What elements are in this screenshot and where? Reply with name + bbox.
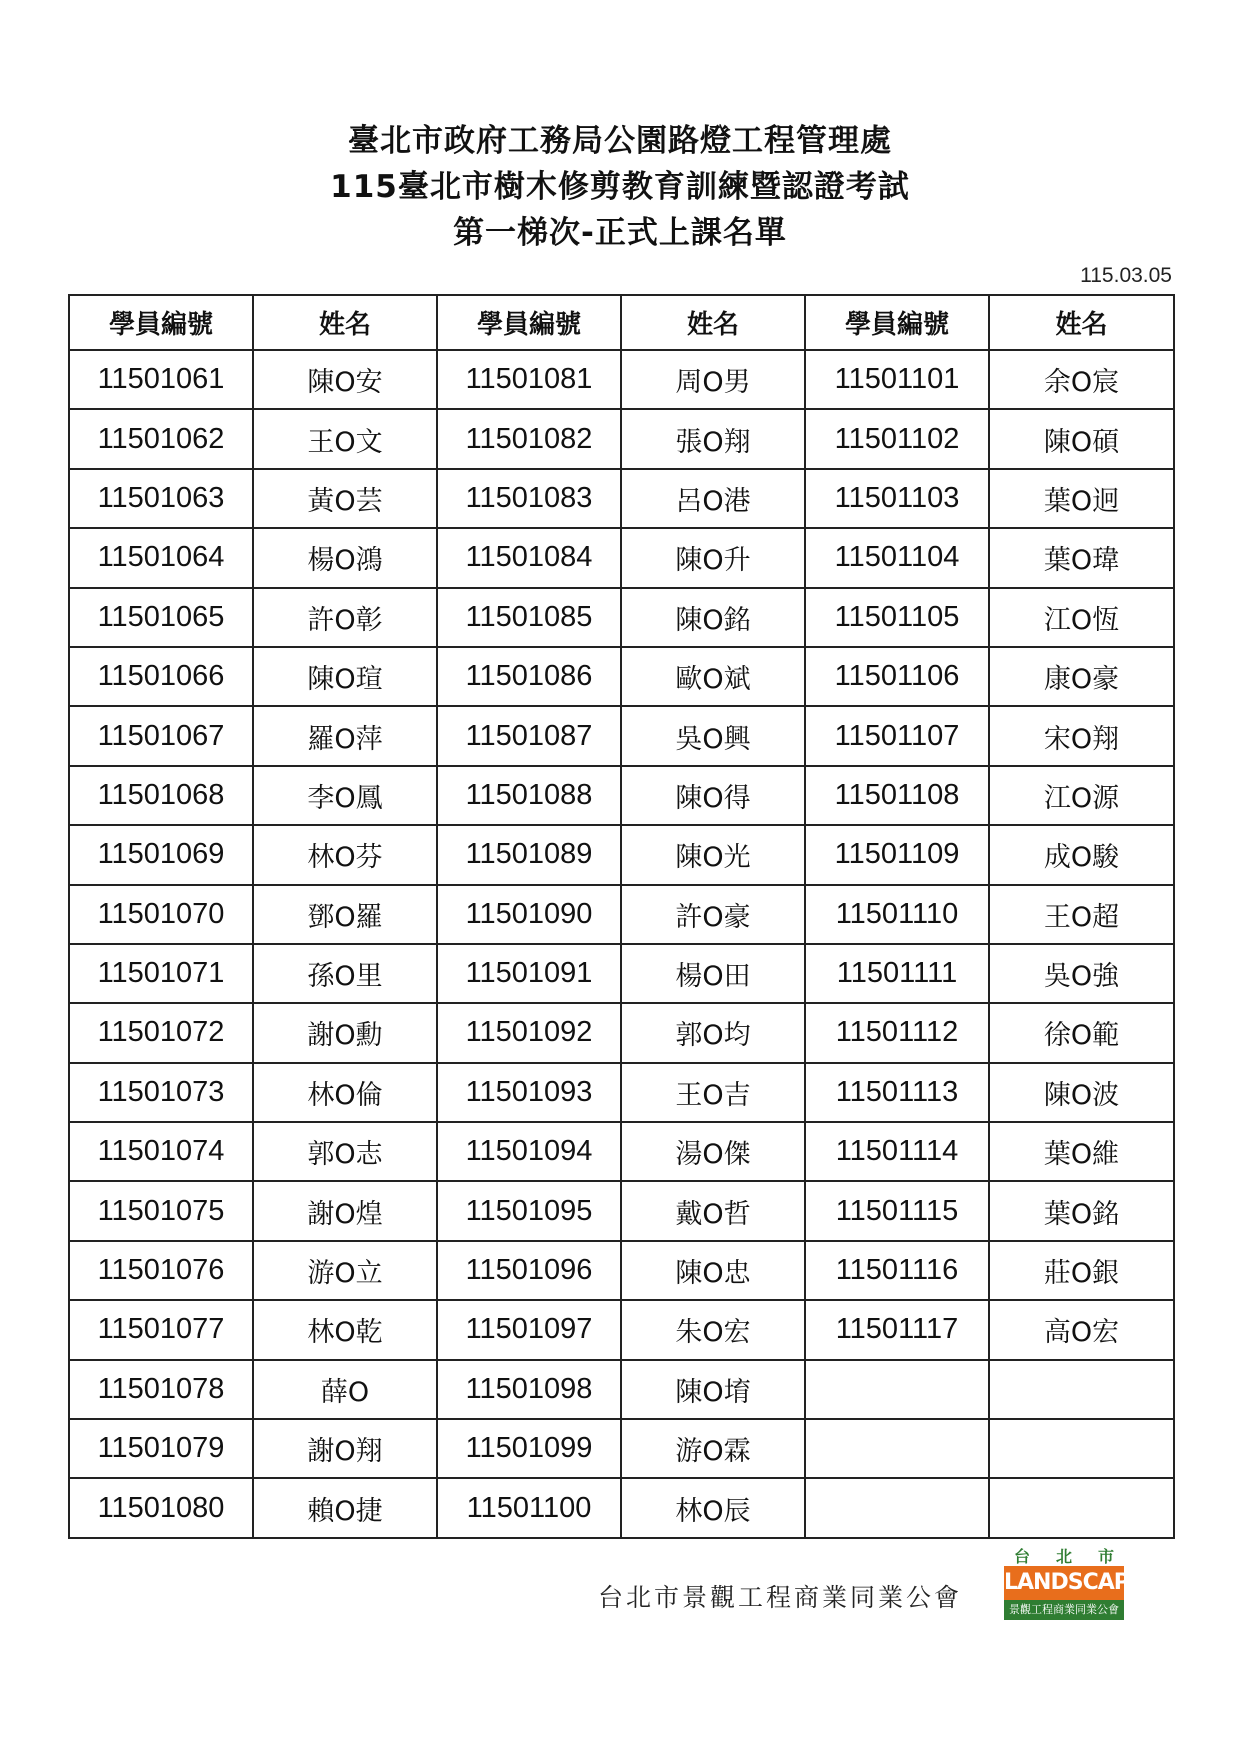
student-name-cell: 楊O田 — [621, 944, 805, 1003]
student-id-cell: 11501062 — [69, 409, 253, 468]
student-id-cell: 11501075 — [69, 1181, 253, 1240]
table-row — [69, 588, 1174, 647]
association-name: 台北市景觀工程商業同業公會 — [598, 1583, 963, 1612]
logo-char: 北 — [1055, 1547, 1072, 1566]
table-row — [69, 528, 1174, 587]
table-row — [69, 944, 1174, 1003]
table-row — [69, 469, 1174, 528]
table-row — [69, 1241, 1174, 1300]
student-name-cell: 林O芬 — [253, 825, 437, 884]
student-name-cell: 郭O志 — [253, 1122, 437, 1181]
student-name-cell: 王O吉 — [621, 1063, 805, 1122]
student-id-cell: 11501097 — [437, 1300, 621, 1359]
student-id-cell: 11501085 — [437, 588, 621, 647]
logo-top-text — [1004, 1548, 1124, 1566]
table-row — [69, 350, 1174, 409]
student-name-cell: 余O宸 — [989, 350, 1174, 409]
student-name-cell: 康O豪 — [989, 647, 1174, 706]
header-name: 姓名 — [621, 295, 805, 350]
document-title — [0, 118, 1240, 256]
student-name-cell: 陳O光 — [621, 825, 805, 884]
student-name-cell: 謝O煌 — [253, 1181, 437, 1240]
student-id-cell: 11501091 — [437, 944, 621, 1003]
student-id-cell: 11501076 — [69, 1241, 253, 1300]
logo-bottom-text: 景觀工程商業同業公會 — [1004, 1600, 1124, 1620]
student-id-cell: 11501114 — [805, 1122, 989, 1181]
table-row — [69, 1003, 1174, 1062]
student-name-cell: 鄧O羅 — [253, 885, 437, 944]
student-name-cell: 薛O — [253, 1360, 437, 1419]
student-id-cell: 11501078 — [69, 1360, 253, 1419]
student-id-cell: 11501111 — [805, 944, 989, 1003]
student-name-cell: 葉O維 — [989, 1122, 1174, 1181]
logo-char: 台 — [1014, 1547, 1031, 1566]
student-name-cell — [989, 1478, 1174, 1537]
student-id-cell: 11501107 — [805, 706, 989, 765]
student-name-cell: 王O文 — [253, 409, 437, 468]
table-row — [69, 1419, 1174, 1478]
student-id-cell: 11501105 — [805, 588, 989, 647]
student-id-cell: 11501098 — [437, 1360, 621, 1419]
student-name-cell: 成O駿 — [989, 825, 1174, 884]
student-name-cell: 游O霖 — [621, 1419, 805, 1478]
student-name-cell: 許O豪 — [621, 885, 805, 944]
title-line-3: 第一梯次-正式上課名單 — [453, 215, 787, 251]
student-id-cell: 11501068 — [69, 766, 253, 825]
student-name-cell: 陳O碩 — [989, 409, 1174, 468]
logo-char: 市 — [1097, 1547, 1114, 1566]
student-id-cell: 11501066 — [69, 647, 253, 706]
student-id-cell — [805, 1360, 989, 1419]
student-name-cell: 林O倫 — [253, 1063, 437, 1122]
student-id-cell: 11501086 — [437, 647, 621, 706]
header-student-id: 學員編號 — [805, 295, 989, 350]
student-name-cell: 吳O強 — [989, 944, 1174, 1003]
student-id-cell: 11501092 — [437, 1003, 621, 1062]
student-id-cell: 11501080 — [69, 1478, 253, 1537]
student-name-cell: 王O超 — [989, 885, 1174, 944]
student-id-cell: 11501104 — [805, 528, 989, 587]
student-id-cell: 11501109 — [805, 825, 989, 884]
student-name-cell: 葉O瑋 — [989, 528, 1174, 587]
student-id-cell: 11501093 — [437, 1063, 621, 1122]
table-row — [69, 1478, 1174, 1537]
table-row — [69, 706, 1174, 765]
student-name-cell: 徐O範 — [989, 1003, 1174, 1062]
student-id-cell: 11501112 — [805, 1003, 989, 1062]
student-name-cell: 楊O鴻 — [253, 528, 437, 587]
student-id-cell: 11501102 — [805, 409, 989, 468]
table-row — [69, 409, 1174, 468]
student-id-cell: 11501081 — [437, 350, 621, 409]
student-id-cell: 11501082 — [437, 409, 621, 468]
student-id-cell: 11501087 — [437, 706, 621, 765]
student-id-cell: 11501070 — [69, 885, 253, 944]
student-name-cell: 宋O翔 — [989, 706, 1174, 765]
table-row — [69, 885, 1174, 944]
student-id-cell: 11501090 — [437, 885, 621, 944]
student-name-cell: 陳O升 — [621, 528, 805, 587]
student-id-cell: 11501096 — [437, 1241, 621, 1300]
student-id-cell: 11501095 — [437, 1181, 621, 1240]
table-row — [69, 1300, 1174, 1359]
student-name-cell: 林O乾 — [253, 1300, 437, 1359]
student-name-cell: 呂O港 — [621, 469, 805, 528]
student-id-cell: 11501063 — [69, 469, 253, 528]
student-name-cell: 陳O堉 — [621, 1360, 805, 1419]
student-name-cell: 江O源 — [989, 766, 1174, 825]
student-id-cell — [805, 1478, 989, 1537]
student-id-cell: 11501071 — [69, 944, 253, 1003]
student-name-cell: 吳O興 — [621, 706, 805, 765]
student-id-cell: 11501083 — [437, 469, 621, 528]
student-id-cell: 11501084 — [437, 528, 621, 587]
student-name-cell: 莊O銀 — [989, 1241, 1174, 1300]
student-id-cell: 11501072 — [69, 1003, 253, 1062]
table-row — [69, 766, 1174, 825]
logo-landscape-text: LANDSCAPE — [1004, 1566, 1124, 1600]
table-row — [69, 1181, 1174, 1240]
student-name-cell: 李O鳳 — [253, 766, 437, 825]
student-name-cell: 賴O捷 — [253, 1478, 437, 1537]
student-id-cell: 11501116 — [805, 1241, 989, 1300]
student-id-cell: 11501108 — [805, 766, 989, 825]
student-name-cell: 黃O芸 — [253, 469, 437, 528]
student-name-cell: 周O男 — [621, 350, 805, 409]
student-id-cell: 11501074 — [69, 1122, 253, 1181]
student-name-cell: 陳O銘 — [621, 588, 805, 647]
table-row — [69, 1122, 1174, 1181]
student-name-cell — [989, 1360, 1174, 1419]
student-name-cell: 謝O勳 — [253, 1003, 437, 1062]
student-name-cell: 陳O波 — [989, 1063, 1174, 1122]
student-id-cell: 11501106 — [805, 647, 989, 706]
student-name-cell: 林O辰 — [621, 1478, 805, 1537]
student-id-cell — [805, 1419, 989, 1478]
student-name-cell: 陳O得 — [621, 766, 805, 825]
table-body — [69, 350, 1174, 1538]
table-row — [69, 825, 1174, 884]
student-name-cell: 謝O翔 — [253, 1419, 437, 1478]
student-name-cell: 陳O安 — [253, 350, 437, 409]
student-roster-table — [68, 294, 1175, 1539]
student-id-cell: 11501103 — [805, 469, 989, 528]
title-line-2: 115臺北市樹木修剪教育訓練暨認證考試 — [330, 169, 910, 205]
table-row — [69, 1360, 1174, 1419]
student-name-cell: 朱O宏 — [621, 1300, 805, 1359]
student-name-cell: 歐O斌 — [621, 647, 805, 706]
title-line-1: 臺北市政府工務局公園路燈工程管理處 — [348, 123, 892, 159]
document-date: 115.03.05 — [1080, 264, 1172, 287]
student-name-cell: 戴O哲 — [621, 1181, 805, 1240]
student-name-cell: 許O彰 — [253, 588, 437, 647]
student-id-cell: 11501115 — [805, 1181, 989, 1240]
student-name-cell: 陳O忠 — [621, 1241, 805, 1300]
student-id-cell: 11501079 — [69, 1419, 253, 1478]
student-name-cell: 湯O傑 — [621, 1122, 805, 1181]
table-header-row — [69, 295, 1174, 350]
student-id-cell: 11501088 — [437, 766, 621, 825]
association-logo — [1004, 1547, 1143, 1622]
header-student-id: 學員編號 — [437, 295, 621, 350]
student-name-cell: 張O翔 — [621, 409, 805, 468]
student-id-cell: 11501110 — [805, 885, 989, 944]
student-id-cell: 11501101 — [805, 350, 989, 409]
header-student-id: 學員編號 — [69, 295, 253, 350]
student-name-cell: 羅O萍 — [253, 706, 437, 765]
header-name: 姓名 — [989, 295, 1174, 350]
table-row — [69, 1063, 1174, 1122]
header-name: 姓名 — [253, 295, 437, 350]
student-id-cell: 11501069 — [69, 825, 253, 884]
student-name-cell: 葉O銘 — [989, 1181, 1174, 1240]
student-name-cell: 高O宏 — [989, 1300, 1174, 1359]
student-id-cell: 11501089 — [437, 825, 621, 884]
student-id-cell: 11501099 — [437, 1419, 621, 1478]
student-name-cell — [989, 1419, 1174, 1478]
student-id-cell: 11501077 — [69, 1300, 253, 1359]
student-name-cell: 葉O迥 — [989, 469, 1174, 528]
student-id-cell: 11501067 — [69, 706, 253, 765]
student-id-cell: 11501061 — [69, 350, 253, 409]
student-id-cell: 11501094 — [437, 1122, 621, 1181]
student-id-cell: 11501117 — [805, 1300, 989, 1359]
student-name-cell: 江O恆 — [989, 588, 1174, 647]
student-id-cell: 11501100 — [437, 1478, 621, 1537]
table-row — [69, 647, 1174, 706]
student-id-cell: 11501064 — [69, 528, 253, 587]
student-name-cell: 孫O里 — [253, 944, 437, 1003]
student-name-cell: 郭O均 — [621, 1003, 805, 1062]
student-name-cell: 陳O瑄 — [253, 647, 437, 706]
student-name-cell: 游O立 — [253, 1241, 437, 1300]
student-id-cell: 11501065 — [69, 588, 253, 647]
student-id-cell: 11501073 — [69, 1063, 253, 1122]
student-id-cell: 11501113 — [805, 1063, 989, 1122]
